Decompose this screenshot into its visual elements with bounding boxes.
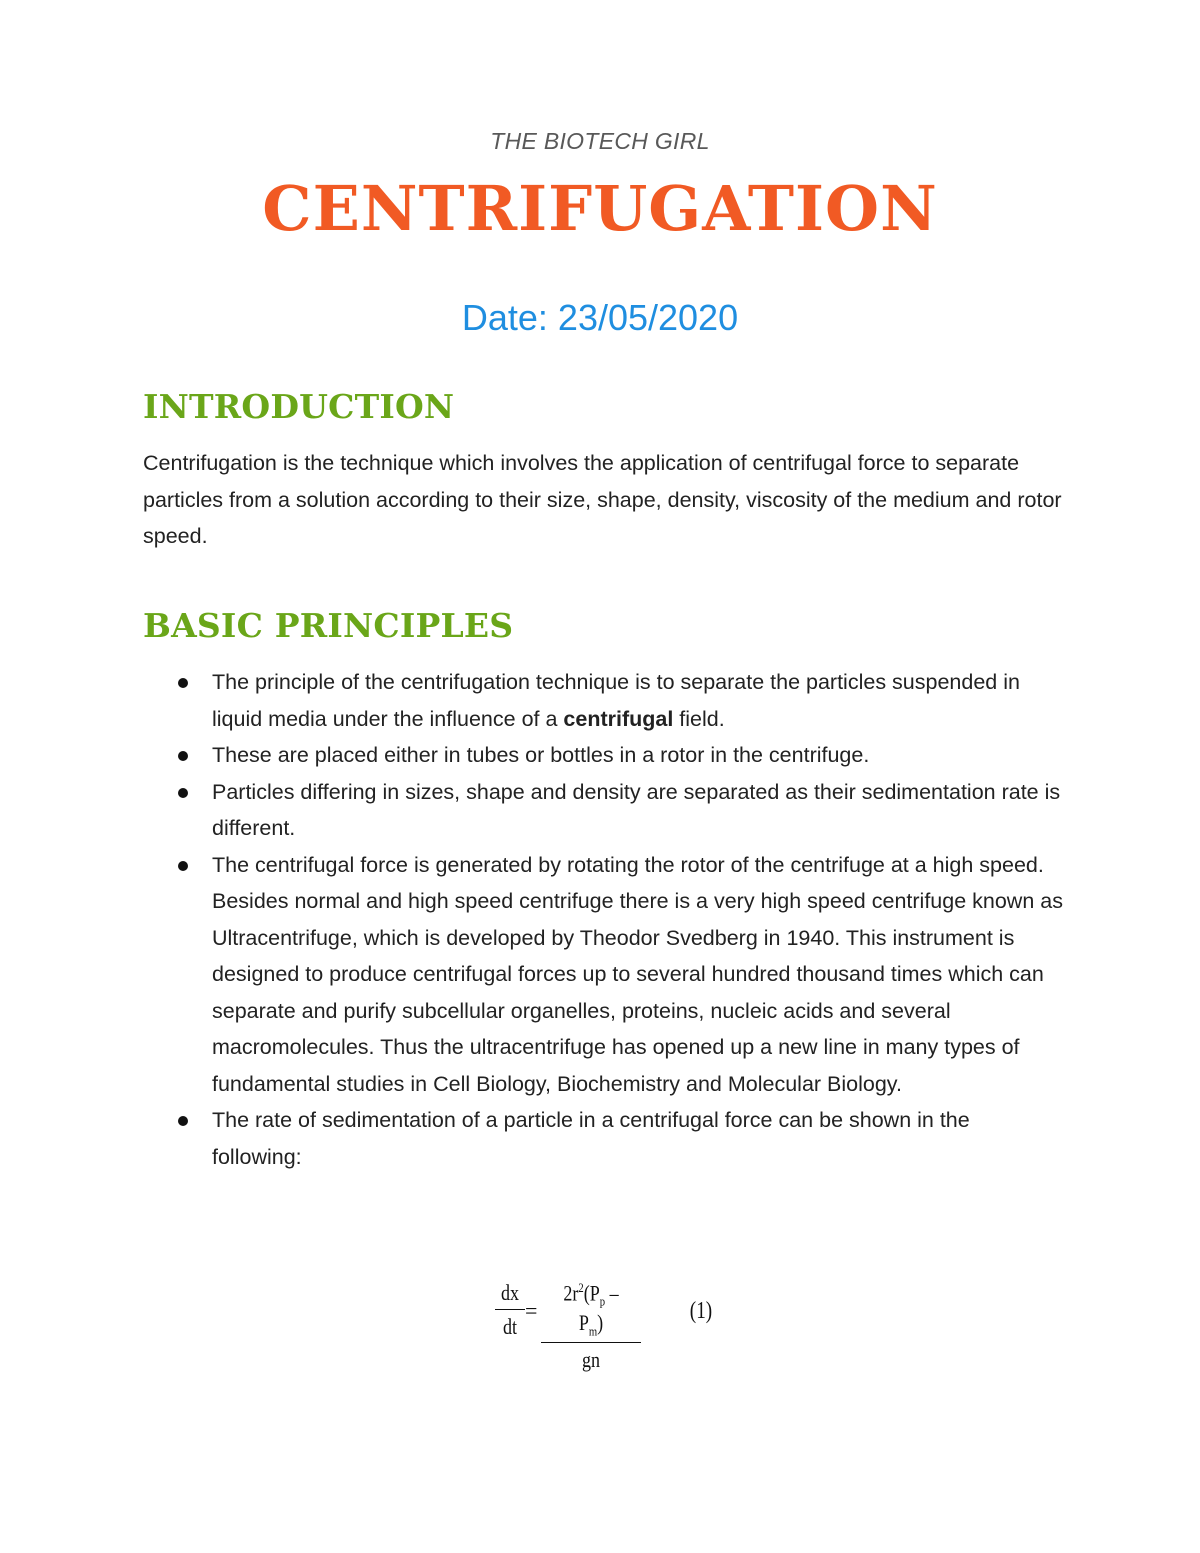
rhs-sub-p: p (599, 1293, 606, 1309)
basic-principles-heading: BASIC PRINCIPLES (143, 606, 514, 645)
bullet-icon (178, 751, 188, 761)
rhs-exponent: 2 (578, 1280, 584, 1295)
list-item (143, 664, 1063, 737)
bullet-icon (178, 861, 188, 871)
sedimentation-equation (493, 1272, 733, 1373)
rhs-open: (P (583, 1280, 600, 1306)
lhs-denominator: dt (502, 1314, 518, 1339)
bullet-icon (178, 678, 188, 688)
list-item-text: Particles differing in sizes, shape and density are separated as their sedimentation rate is different. (212, 779, 1061, 840)
lhs-fraction (495, 1280, 525, 1340)
introduction-paragraph: Centrifugation is the technique which involves the application of centrifugal force to separate particles from a solution according to their size, shape, density, viscosity of the medium and rotor speed. (143, 451, 1062, 548)
equals-sign: = (525, 1298, 538, 1323)
fraction-bar (495, 1309, 525, 1310)
bullet-icon (178, 1116, 188, 1126)
introduction-heading: INTRODUCTION (143, 387, 455, 426)
list-item (143, 1102, 1063, 1175)
list-item (143, 847, 1063, 1103)
rhs-sub-m: m (588, 1323, 598, 1339)
rhs-coefficient: 2r (563, 1280, 579, 1306)
document-title: CENTRIFUGATION (262, 172, 938, 245)
list-item-text-end: field. (673, 706, 725, 731)
list-item-bold-text: centrifugal (563, 706, 674, 731)
list-item (143, 774, 1063, 847)
list-item (143, 737, 1063, 774)
fraction-bar (541, 1342, 641, 1343)
list-item-text: The principle of the centrifugation technique is to separate the particles suspended in liquid media under the influence of a (212, 670, 1020, 731)
principles-list (143, 664, 1063, 1175)
list-item-text: These are placed either in tubes or bottles in a rotor in the centrifuge. (212, 743, 870, 767)
rhs-denominator: gn (581, 1347, 601, 1373)
rhs-minus: – P (578, 1280, 619, 1335)
rhs-numerator (550, 1280, 632, 1339)
rhs-close: ) (597, 1309, 604, 1335)
rhs-fraction (541, 1280, 641, 1373)
document-date: Date: 23/05/2020 (461, 297, 739, 338)
author-name: THE BIOTECH GIRL (490, 128, 710, 154)
list-item-text: The centrifugal force is generated by rotating the rotor of the centrifuge at a high speed. Besides normal and high speed centrifuge there is a very high speed centrifuge known as Ultracentrifuge, which is developed by Theodor Svedberg in 1940. This instrument is designed to produce centrifugal forces up to several hundred thousand times which can separate and purify subcellular organelles, proteins, nucleic acids and several macromolecules. Thus the ultracentrifuge has opened up a new line in many types of fundamental studies in Cell Biology, Biochemistry and Molecular Biology. (212, 852, 1063, 1096)
bullet-icon (178, 788, 188, 798)
equation-number: (1) (689, 1298, 713, 1324)
list-item-text: The rate of sedimentation of a particle in a centrifugal force can be shown in the following: (212, 1108, 970, 1169)
lhs-numerator: dx (500, 1280, 520, 1305)
